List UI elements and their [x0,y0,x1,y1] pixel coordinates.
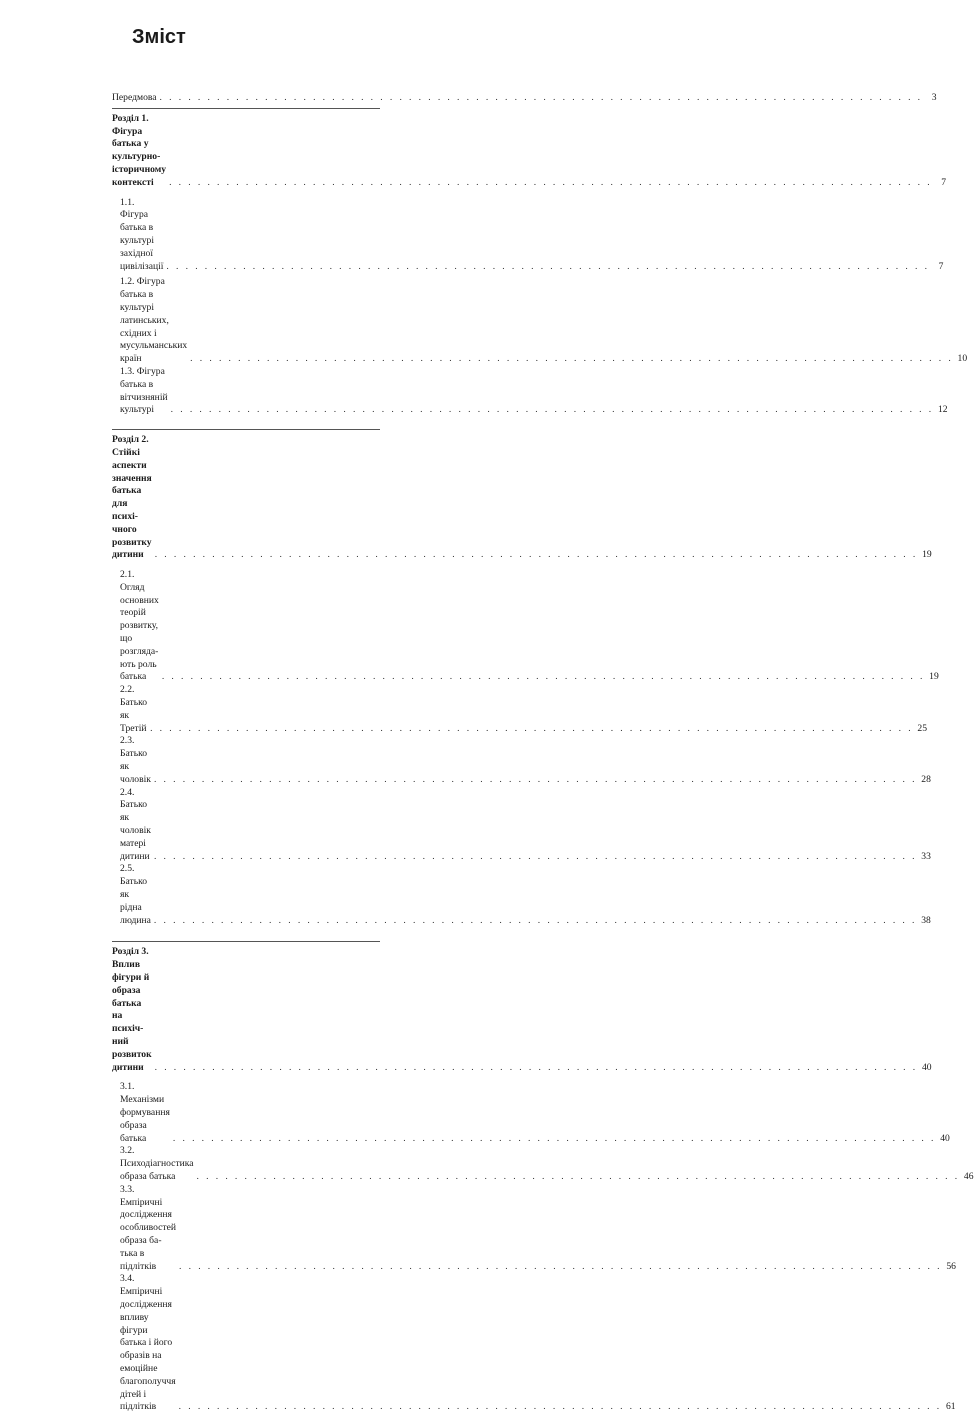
toc-entry-3-3[interactable] [112,1183,956,1274]
dot-leader [155,1062,918,1075]
toc-entry-page: 40 [921,1061,932,1073]
toc-entry-label: 2.5. Батько як рідна людина [120,863,151,926]
toc-entry-chapter-3[interactable] [112,946,932,1074]
toc-entry-page: 38 [921,914,931,926]
dot-leader [197,1171,960,1184]
toc-entry-label: 2.3. Батько як чоловік [120,735,151,785]
toc-label-line: 3.4. Емпіричні дослідження впливу фігури батька і його [120,1273,173,1349]
toc-entry-label: 1.3. Фігура батька в вітчизняній культурі [120,365,168,416]
toc-entry-label [120,1273,176,1414]
dot-leader [162,671,925,684]
dot-leader [154,851,917,864]
divider [112,429,380,430]
toc-entry-label [120,276,187,366]
toc-label-line: чного розвитку дитини [112,523,152,561]
toc-entry-page: 7 [941,176,947,188]
toc-entry-page: 12 [937,404,948,416]
page-title: Зміст [132,26,186,48]
toc-entry-page: 40 [940,1132,950,1144]
toc-entry-preface[interactable] [112,92,937,105]
toc-entry-page: 46 [963,1170,974,1182]
toc-label-line: мусульманських країн [120,340,188,365]
toc-entry-label [112,434,152,562]
divider [112,108,380,109]
toc-label-line: контексті [112,176,154,188]
toc-entry-2-2[interactable] [112,684,928,735]
toc-entry-label: 1.1. Фігура батька в культурі західної цивілізації [120,196,164,272]
toc-entry-label [120,569,159,684]
dot-leader [154,915,917,928]
toc-entry-2-4[interactable] [112,786,931,864]
toc-label-line: образів на емоційне благополуччя дітей і підлітків [120,1350,176,1413]
toc-entry-label: 3.2. Психодіагностика образа батька [120,1145,194,1182]
dot-leader [173,1133,936,1146]
toc-entry-label [120,1184,176,1274]
toc-entry-page: 28 [921,773,931,785]
toc-label-line: ний розвиток дитини [112,1035,152,1073]
dot-leader [179,1401,942,1414]
toc-entry-label [112,946,152,1074]
toc-label-line: Розділ 3. Вплив фігури й образа батька на психіч- [112,946,150,1035]
toc-entry-page: 56 [946,1260,956,1272]
toc-entry-3-1[interactable] [112,1081,950,1145]
dot-leader [190,353,953,366]
toc-label-line: Розділ 1. Фігура батька у культурно-історичному [112,112,167,175]
toc-entry-label: 3.1. Механізми формування образа батька [120,1081,170,1144]
toc-label-line: тька в підлітків [120,1247,157,1272]
toc-entry-page: 19 [929,671,939,683]
toc-label-line: 2.1. Огляд основних теорій розвитку, що розглядa- [120,569,159,657]
table-of-contents [112,92,974,1414]
toc-entry-label: Передмова [112,92,157,103]
toc-entry-label: 2.2. Батько як Третій [120,684,148,734]
toc-entry-page: 7 [938,260,944,272]
dot-leader [160,92,923,105]
toc-entry-page: 25 [917,722,928,734]
toc-label-line: Розділ 2. Стійкі аспекти значення батька для психі- [112,434,152,522]
dot-leader [154,774,917,787]
dot-leader [155,549,918,562]
toc-entry-3-2[interactable] [112,1145,974,1183]
toc-entry-1-1[interactable] [112,196,944,274]
toc-entry-chapter-2[interactable] [112,434,932,562]
toc-entry-page: 19 [922,549,932,561]
toc-entry-chapter-1[interactable] [112,112,947,190]
toc-label-line: ють роль батька [120,658,157,683]
toc-entry-page: 10 [957,353,968,365]
toc-label-line: 1.2. Фігура батька в культурі латинських, східних і [120,276,169,339]
toc-entry-label [112,113,166,190]
dot-leader [150,723,913,736]
dot-leader [179,1261,942,1274]
toc-entry-2-1[interactable] [112,569,939,684]
dot-leader [169,177,932,190]
toc-entry-page: 33 [921,850,931,862]
dot-leader [171,404,934,417]
toc-entry-page: 61 [945,1401,956,1413]
dot-leader [166,261,929,274]
toc-entry-2-3[interactable] [112,735,931,786]
toc-entry-2-5[interactable] [112,863,931,927]
toc-entry-page: 3 [931,92,937,103]
toc-entry-label: 2.4. Батько як чоловік матері дитини [120,786,151,862]
toc-label-line: 3.3. Емпіричні дослідження особливостей образа ба- [120,1183,176,1246]
toc-entry-1-3[interactable] [112,365,948,417]
toc-entry-3-4[interactable] [112,1273,956,1414]
divider [112,941,380,942]
toc-entry-1-2[interactable] [112,276,968,366]
